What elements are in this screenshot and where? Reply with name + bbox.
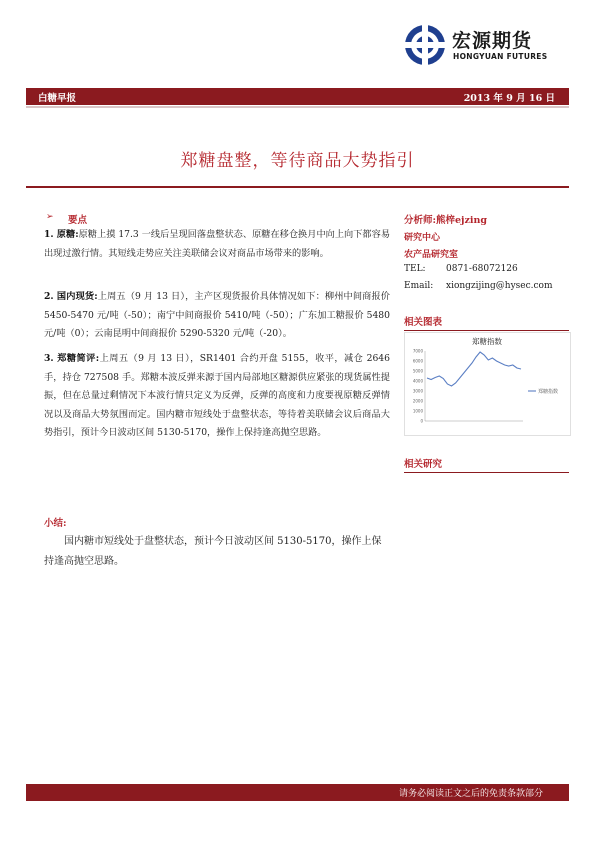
chart-axes [425, 351, 523, 421]
key-point-text: 上周五（9 月 13 日），主产区现货报价具体情况如下：柳州中间商报价 5450-5470 元/吨（-50）；南宁中间商报价 5410/吨（-50）；广东加工糖报价 5480 元/吨（0）；云南昆明中间商报价 5290-5320 元/吨（-20）。 [44, 291, 390, 339]
research-center: 研究中心 [404, 233, 441, 243]
chart-svg [405, 333, 570, 435]
chart-y-tick-label: 3000 [412, 388, 423, 394]
key-point-item [44, 350, 390, 443]
key-point-item [44, 288, 390, 344]
legend-label: 郑糖指数 [538, 389, 559, 395]
chart-y-ticks [413, 349, 424, 424]
email-link[interactable]: xiongzijing@hysec.com [446, 281, 553, 291]
company-logo [404, 24, 549, 72]
summary-label: 小结: [44, 518, 67, 529]
key-point-lead: 2. 国内现货: [44, 291, 98, 302]
chart-legend [528, 388, 558, 395]
sugar-index-chart [404, 332, 571, 436]
chart-y-tick-label: 1000 [412, 408, 423, 414]
related-charts-heading: 相关图表 [404, 314, 569, 331]
chart-y-tick-label: 4000 [412, 378, 423, 384]
key-point-lead: 3. 郑糖简评: [44, 353, 100, 364]
chart-y-tick-label: 2000 [412, 398, 423, 404]
related-research-heading: 相关研究 [404, 456, 569, 473]
disclaimer-note: 请务必阅读正文之后的免责条款部分 [398, 789, 543, 799]
tel-value: 0871-68072126 [446, 264, 518, 274]
key-point-text: 上周五（9 月 13 日），SR1401 合约开盘 5155，收平，减仓 2646 手，持仓 727508 手。郑糖本波反弹来源于国内局部地区糖源供应紧张的现货属性提振，但在总量过剩情况下本波行情只定义为反弹，反弹的高度和力度要视原糖反弹情况以及商品大势氛围而定。国内糖市短线处于盘整状态，等待着美联储会议后商品大势指引，预计今日波动区间 5130-5170，操作上保持逢高抛空思路。 [44, 353, 390, 438]
brand-name-cn: 宏源期货 [452, 30, 533, 52]
chart-series-line [427, 352, 521, 386]
key-point-lead: 1. 原糖: [44, 229, 79, 240]
key-points-label: 要点 [68, 215, 88, 226]
footer-band [26, 784, 569, 801]
email-row [404, 281, 553, 291]
tel-label: TEL: [404, 264, 426, 274]
arrow-bullet-icon: ➢ [46, 212, 54, 222]
summary-text: 国内糖市短线处于盘整状态，预计今日波动区间 5130-5170，操作上保持逢高抛空思路。 [44, 536, 382, 567]
title-divider [26, 186, 569, 188]
chart-y-tick-label: 0 [420, 418, 423, 424]
page-title: 郑糖盘整，等待商品大势指引 [180, 151, 415, 171]
key-point-item [44, 226, 390, 263]
email-label: Email: [404, 281, 434, 291]
chart-y-tick-label: 5000 [412, 368, 423, 374]
header-band [26, 88, 569, 105]
report-type: 白糖早报 [38, 93, 77, 104]
logo-mark-icon [404, 24, 446, 66]
header-underline [26, 106, 569, 108]
tel-row [404, 264, 518, 274]
key-point-text: 原糖上摸 17.3 一线后呈现回落盘整状态、原糖在移仓换月中向上向下都容易出现过激行情。其短线走势应关注美联储会议对商品市场带来的影响。 [44, 229, 391, 259]
chart-y-tick-label: 7000 [412, 348, 423, 354]
report-date: 2013 年 9 月 16 日 [463, 93, 555, 104]
analyst-name: 分析师:熊梓ejzing [404, 215, 488, 226]
chart-title: 郑糖指数 [472, 337, 502, 346]
chart-y-tick-label: 6000 [412, 358, 423, 364]
brand-name-en: HONGYUAN FUTURES [453, 52, 548, 61]
agri-research-dept: 农产品研究室 [404, 250, 459, 260]
